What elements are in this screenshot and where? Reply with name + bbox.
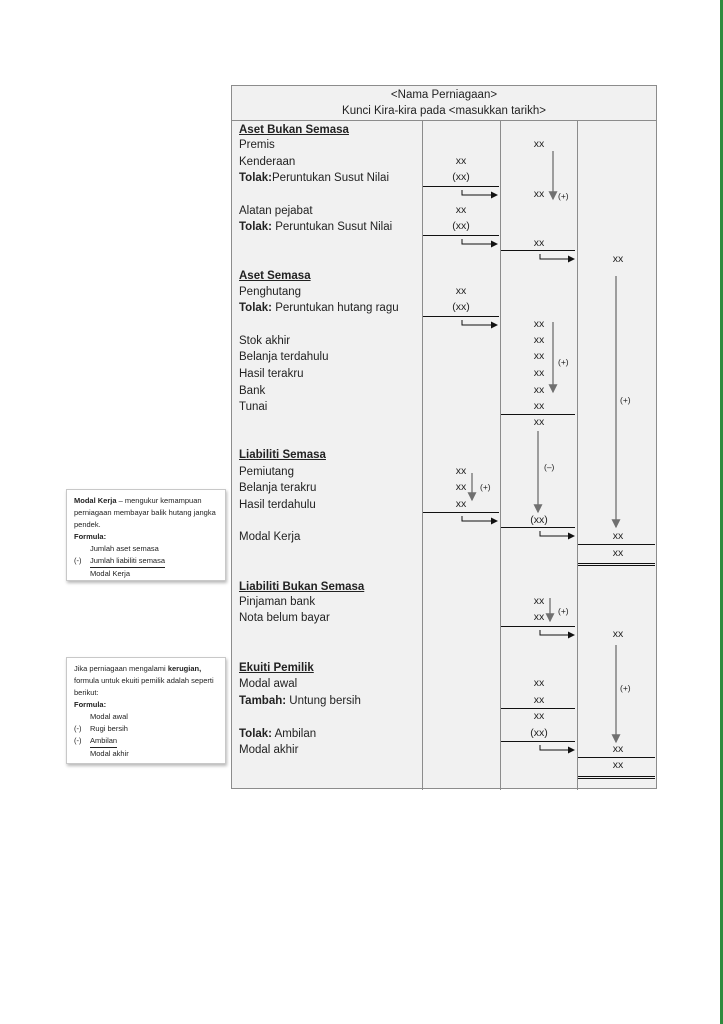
transfer-arrow bbox=[540, 745, 574, 750]
transfer-arrow bbox=[540, 531, 574, 536]
heading-aset-semasa: Aset Semasa bbox=[239, 270, 311, 282]
value-jumlah-aset: xx bbox=[612, 547, 624, 559]
value-alatan: xx bbox=[455, 204, 467, 216]
value-jumlah-liabiliti-bukan-semasa: xx bbox=[612, 628, 624, 640]
note-formula-result: Modal akhir bbox=[90, 749, 129, 758]
label-pinjaman-bank: Pinjaman bank bbox=[239, 596, 316, 608]
label-stok-akhir: Stok akhir bbox=[239, 335, 291, 347]
label-bank: Bank bbox=[239, 385, 266, 397]
note-minus-sign: (-) bbox=[74, 736, 82, 745]
transfer-arrow bbox=[462, 320, 497, 325]
sign-plus-ncl: (+) bbox=[558, 606, 569, 616]
tolak-keyword: Tolak: bbox=[239, 172, 273, 184]
tolak-text: Peruntukan hutang ragu bbox=[272, 302, 399, 314]
note-term: Modal Kerja bbox=[74, 496, 117, 505]
note-formula-result: Modal Kerja bbox=[90, 569, 131, 578]
value-premis: xx bbox=[533, 138, 545, 150]
note-formula-line: Jumlah aset semasa bbox=[90, 544, 159, 553]
note-minus-sign: (-) bbox=[74, 556, 82, 565]
label-alatan-pejabat: Alatan pejabat bbox=[239, 205, 313, 217]
value-susut-kenderaan: (xx) bbox=[452, 171, 470, 183]
tolak-text: Peruntukan Susut Nilai bbox=[272, 172, 389, 184]
value-hasil-terdahulu: xx bbox=[455, 498, 467, 510]
transfer-arrow bbox=[462, 239, 497, 244]
note-ekuiti-rugi bbox=[66, 657, 226, 764]
heading-ekuiti-pemilik: Ekuiti Pemilik bbox=[239, 662, 314, 674]
value-subtotal-ekuiti: xx bbox=[533, 710, 545, 722]
value-modal-akhir: xx bbox=[612, 743, 624, 755]
label-belanja-terdahulu: Belanja terdahulu bbox=[239, 351, 329, 363]
note-formula-label: Formula: bbox=[74, 700, 107, 709]
note-formula-term: Ambilan bbox=[90, 735, 117, 748]
heading-liabiliti-semasa: Liabiliti Semasa bbox=[239, 449, 326, 461]
note-formula-line bbox=[74, 735, 218, 748]
value-stok-akhir: xx bbox=[533, 334, 545, 346]
value-jumlah-aset-semasa: xx bbox=[533, 416, 545, 428]
note-modal-kerja-desc bbox=[74, 495, 218, 531]
sign-plus-cl: (+) bbox=[480, 482, 491, 492]
note-formula-label: Formula: bbox=[74, 532, 107, 541]
note-text: formula untuk ekuiti pemilik adalah seperti berikut: bbox=[74, 676, 214, 697]
value-jumlah-liabiliti-semasa: (xx) bbox=[530, 514, 548, 526]
value-pemiutang: xx bbox=[455, 465, 467, 477]
value-penghutang-bersih: xx bbox=[533, 318, 545, 330]
label-hasil-terdahulu: Hasil terdahulu bbox=[239, 499, 316, 511]
value-hutang-ragu: (xx) bbox=[452, 301, 470, 313]
flow-arrows bbox=[232, 86, 658, 790]
note-formula-term: Rugi bersih bbox=[90, 724, 128, 733]
label-hasil-terakru: Hasil terakru bbox=[239, 368, 304, 380]
sign-plus-total: (+) bbox=[620, 395, 631, 405]
tolak-keyword: Tolak: bbox=[239, 302, 273, 314]
value-modal-kerja: xx bbox=[612, 530, 624, 542]
label-pemiutang: Pemiutang bbox=[239, 466, 294, 478]
sign-plus-nca: (+) bbox=[558, 191, 569, 201]
transfer-arrow bbox=[540, 630, 574, 635]
label-modal-kerja: Modal Kerja bbox=[239, 531, 301, 543]
tolak-keyword: Tolak: bbox=[239, 221, 273, 233]
note-formula-line bbox=[74, 555, 218, 568]
note-formula-term: Jumlah liabiliti semasa bbox=[90, 555, 165, 568]
sign-plus-ca: (+) bbox=[558, 357, 569, 367]
tambah-keyword: Tambah: bbox=[239, 695, 287, 707]
tolak-text: Ambilan bbox=[272, 728, 317, 740]
note-formula-line bbox=[74, 723, 218, 735]
tolak-keyword: Tolak: bbox=[239, 728, 273, 740]
tambah-text: Untung bersih bbox=[286, 695, 361, 707]
value-penghutang: xx bbox=[455, 285, 467, 297]
value-hasil-terakru: xx bbox=[533, 367, 545, 379]
value-kenderaan: xx bbox=[455, 155, 467, 167]
balance-sheet bbox=[231, 85, 657, 789]
value-jumlah-ekuiti-liabiliti: xx bbox=[612, 759, 624, 771]
note-ekuiti-desc bbox=[74, 663, 218, 699]
heading-liabiliti-bukan-semasa: Liabiliti Bukan Semasa bbox=[239, 581, 365, 593]
value-untung-bersih: xx bbox=[533, 694, 545, 706]
value-modal-awal: xx bbox=[533, 677, 545, 689]
label-nota-belum-bayar: Nota belum bayar bbox=[239, 612, 330, 624]
value-alatan-bersih: xx bbox=[533, 237, 545, 249]
value-tunai: xx bbox=[533, 400, 545, 412]
label-penghutang: Penghutang bbox=[239, 286, 302, 298]
value-susut-alatan: (xx) bbox=[452, 220, 470, 232]
note-definition: – mengukur kemampuan perniagaan membayar balik hutang jangka pendek. bbox=[74, 496, 216, 529]
note-formula-line: Modal awal bbox=[90, 712, 128, 721]
heading-aset-bukan-semasa: Aset Bukan Semasa bbox=[239, 124, 349, 136]
note-modal-kerja bbox=[66, 489, 226, 581]
label-belanja-terakru: Belanja terakru bbox=[239, 482, 317, 494]
tolak-text: Peruntukan Susut Nilai bbox=[272, 221, 393, 233]
value-belanja-terakru: xx bbox=[455, 481, 467, 493]
value-jumlah-aset-bukan-semasa: xx bbox=[612, 253, 624, 265]
value-bank: xx bbox=[533, 384, 545, 396]
value-ambilan: (xx) bbox=[530, 727, 548, 739]
sheet-title: Kunci Kira-kira pada <masukkan tarikh> bbox=[342, 105, 546, 117]
note-minus-sign: (-) bbox=[74, 724, 82, 733]
value-nota-belum-bayar: xx bbox=[533, 611, 545, 623]
transfer-arrow bbox=[540, 254, 574, 259]
transfer-arrow bbox=[462, 516, 497, 521]
value-belanja-terdahulu: xx bbox=[533, 350, 545, 362]
label-modal-awal: Modal awal bbox=[239, 678, 298, 690]
label-tunai: Tunai bbox=[239, 401, 268, 413]
label-premis: Premis bbox=[239, 139, 275, 151]
transfer-arrow bbox=[462, 190, 497, 195]
label-modal-akhir: Modal akhir bbox=[239, 744, 299, 756]
note-keyword: kerugian, bbox=[167, 664, 202, 673]
value-pinjaman-bank: xx bbox=[533, 595, 545, 607]
business-name: <Nama Perniagaan> bbox=[390, 89, 498, 101]
label-kenderaan: Kenderaan bbox=[239, 156, 296, 168]
sign-plus-equity: (+) bbox=[620, 683, 631, 693]
value-kenderaan-bersih: xx bbox=[533, 188, 545, 200]
note-text: Jika perniagaan mengalami bbox=[74, 664, 168, 673]
sign-minus-wc: (–) bbox=[544, 462, 555, 472]
